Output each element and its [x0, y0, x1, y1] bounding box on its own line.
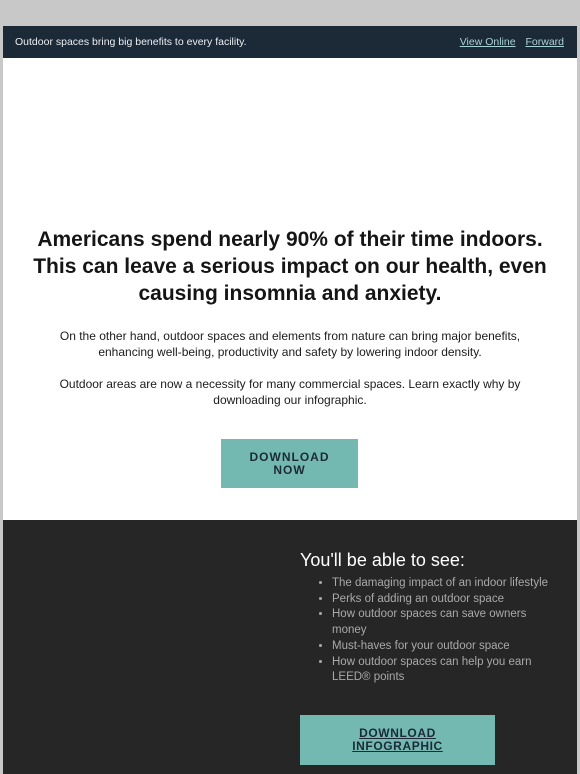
main-content	[3, 58, 577, 520]
list-item: • How outdoor spaces can save owners money	[332, 607, 562, 638]
list-item: • Must-haves for your outdoor space	[332, 639, 562, 655]
features-section	[3, 520, 577, 774]
features-list	[316, 576, 562, 686]
features-heading: You'll be able to see:	[300, 550, 465, 570]
preheader-links	[453, 36, 564, 48]
list-item: • How outdoor spaces can help you earn LEED® points	[332, 655, 562, 686]
view-online-link[interactable]: View Online	[459, 36, 516, 48]
list-item: • The damaging impact of an indoor lifestyle	[332, 576, 562, 592]
headline: Americans spend nearly 90% of their time indoors. This can leave a serious impact on our health, even causing insomnia and anxiety.	[33, 228, 547, 305]
intro-paragraph: On the other hand, outdoor spaces and elements from nature can bring major benefits, enhancing well-being, productivity and safety by lowering indoor density.	[59, 329, 521, 359]
preheader-bar	[3, 26, 577, 58]
preheader-text: Outdoor spaces bring big benefits to every facility.	[15, 36, 247, 48]
download-now-button[interactable]: DOWNLOAD NOW	[221, 439, 358, 488]
cta-paragraph: Outdoor areas are now a necessity for many commercial spaces. Learn exactly why by downloading our infographic.	[59, 377, 521, 407]
top-strip	[0, 0, 580, 26]
list-item: • Perks of adding an outdoor space	[332, 592, 562, 608]
download-infographic-button[interactable]: DOWNLOAD INFOGRAPHIC	[300, 715, 495, 765]
forward-link[interactable]: Forward	[525, 36, 564, 48]
